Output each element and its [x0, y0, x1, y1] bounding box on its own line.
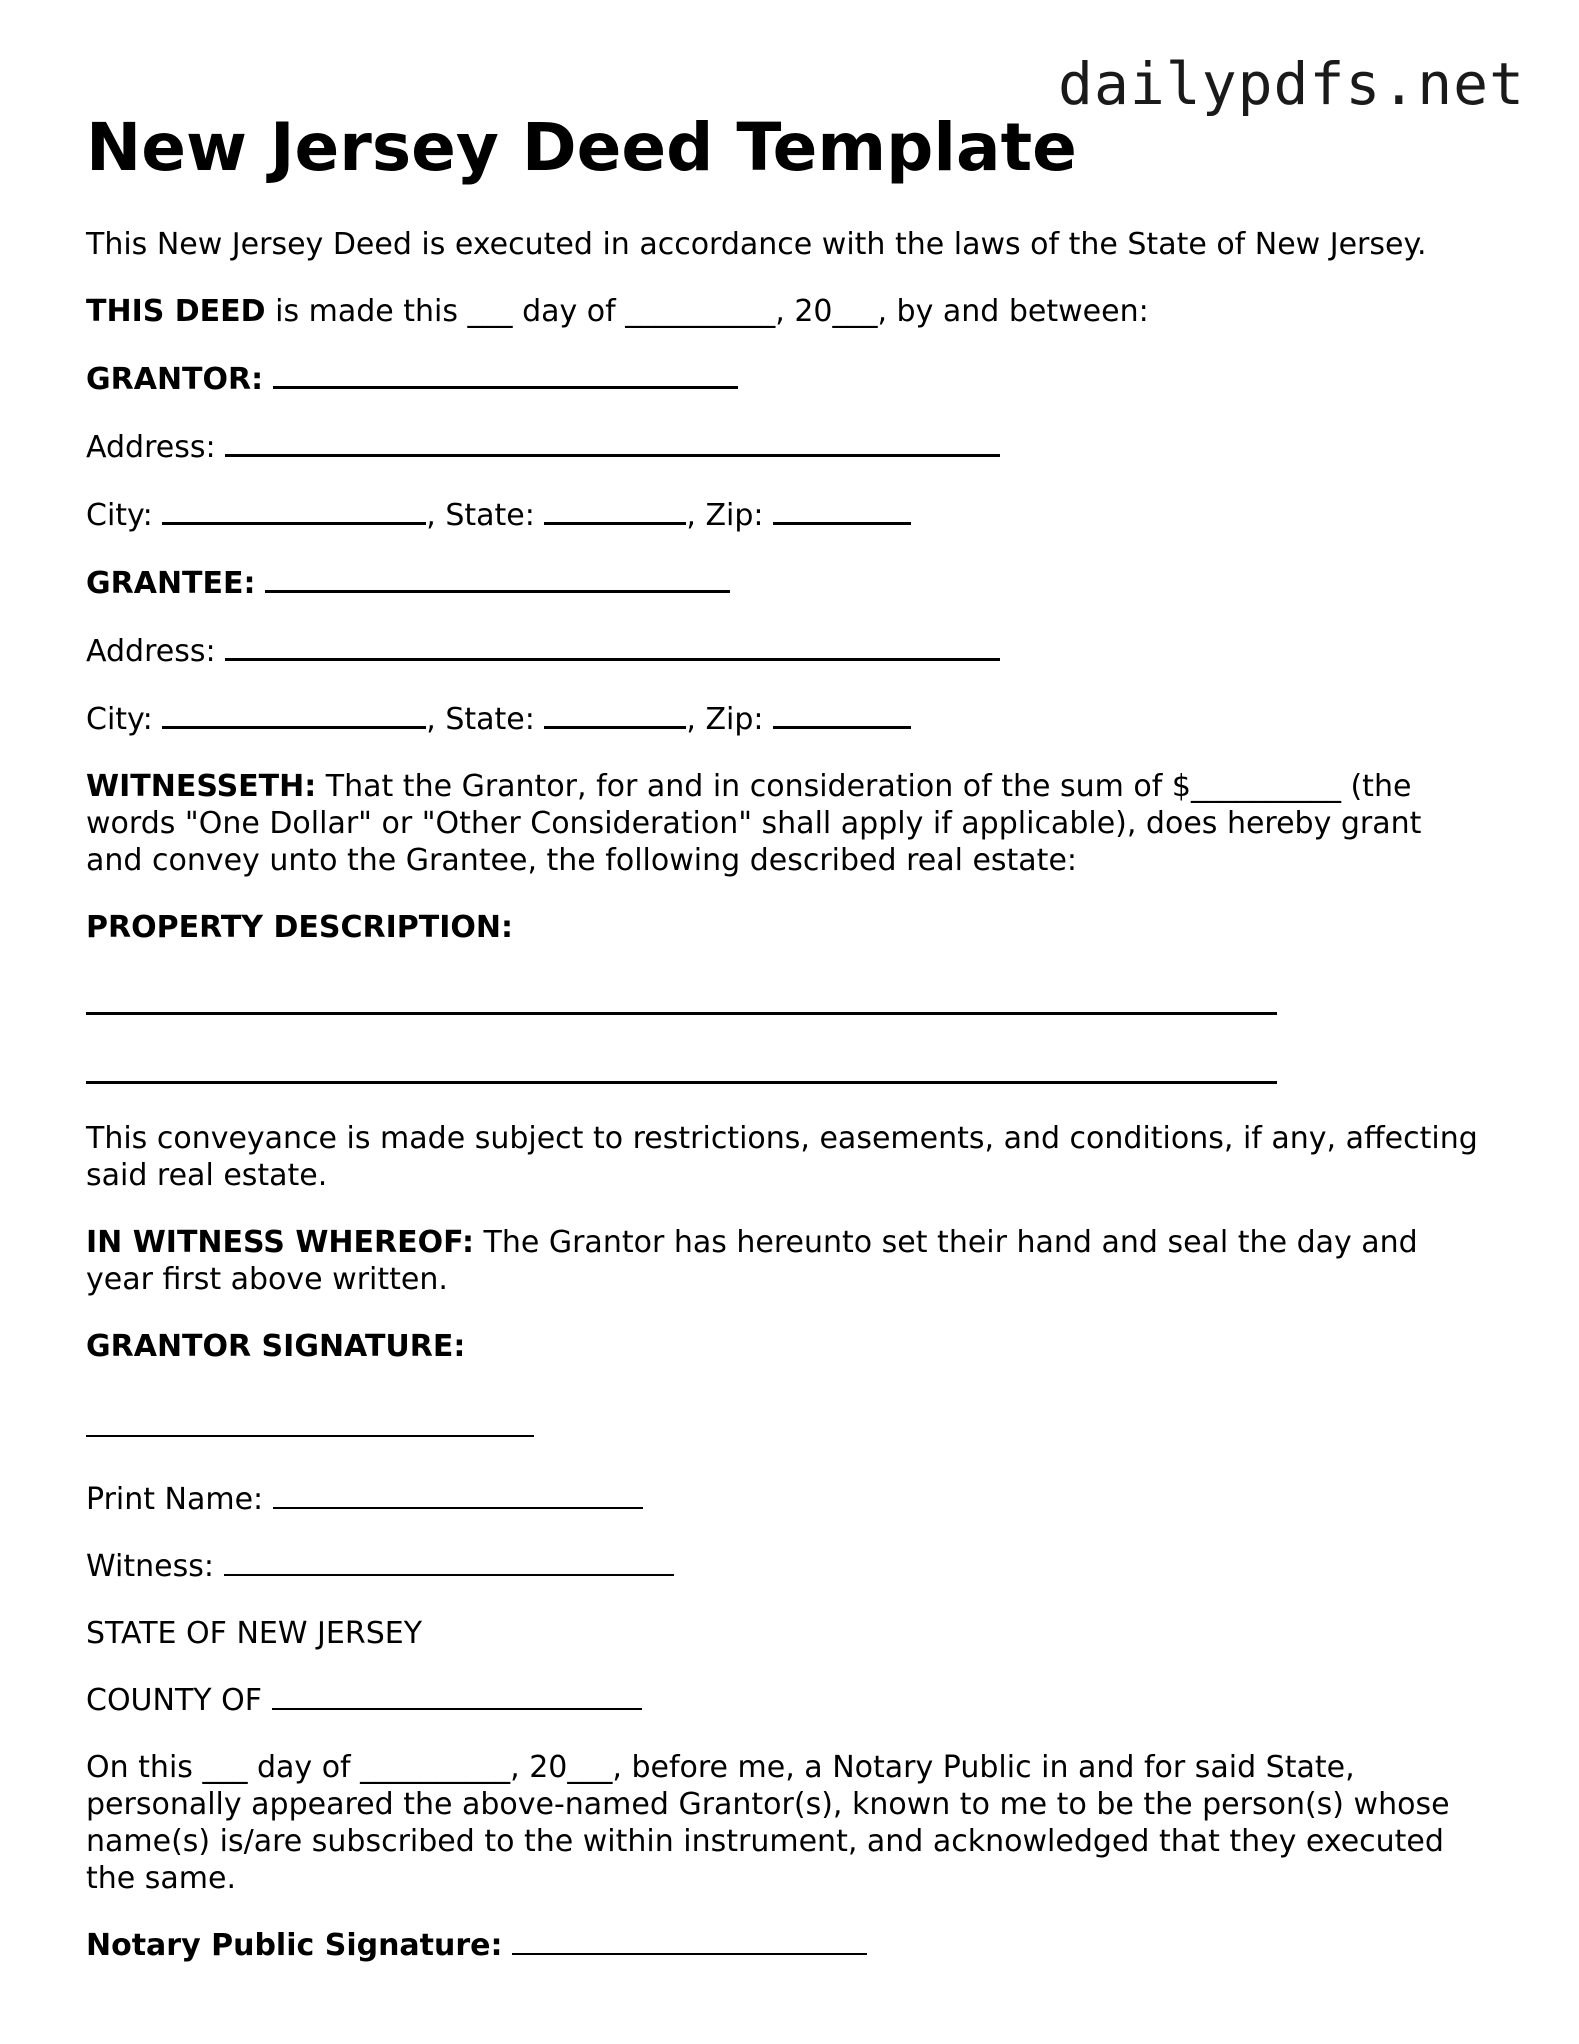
notary-signature-field[interactable] — [512, 1927, 867, 1955]
grantee-zip-field[interactable] — [773, 700, 911, 729]
grantor-signature-field[interactable] — [86, 1435, 534, 1437]
grantee-name-field[interactable] — [265, 564, 730, 593]
grantor-state-field[interactable] — [544, 496, 686, 525]
grantee-state-field[interactable] — [544, 700, 686, 729]
print-name-field[interactable] — [273, 1481, 643, 1509]
property-description-label: PROPERTY DESCRIPTION: — [86, 910, 513, 945]
grantor-state-label: , State: — [426, 498, 535, 533]
print-name-label: Print Name: — [86, 1482, 264, 1517]
grantor-address-field[interactable] — [225, 428, 1000, 457]
grantor-label: GRANTOR: — [86, 362, 264, 397]
in-witness-text: The Grantor has hereunto set their hand and seal the day and year first above written. — [86, 1225, 1418, 1297]
grantee-address-field[interactable] — [225, 632, 1000, 661]
grantor-name-field[interactable] — [273, 360, 738, 389]
county-of-label: COUNTY OF — [86, 1683, 263, 1718]
grantee-city-field[interactable] — [162, 700, 426, 729]
grantor-zip-label: , Zip: — [686, 498, 764, 533]
property-description-line-1[interactable] — [86, 1012, 1277, 1015]
document-page — [86, 108, 1486, 1994]
grantor-line — [86, 360, 1486, 398]
grantee-city-line — [86, 700, 1486, 738]
watermark: dailypdfs.net — [1058, 50, 1525, 118]
witness-label: Witness: — [86, 1549, 214, 1584]
witnesseth-label: WITNESSETH: — [86, 769, 317, 804]
notary-signature-line — [86, 1927, 1486, 1964]
deed-date-line — [86, 293, 1486, 330]
grantee-address-label: Address: — [86, 634, 216, 669]
grantee-city-label: City: — [86, 702, 153, 737]
deed-date-text: is made this ___ day of __________, 20___, by and between: — [265, 294, 1149, 329]
grantor-signature-label: GRANTOR SIGNATURE: — [86, 1329, 466, 1364]
grantee-address-line — [86, 632, 1486, 670]
grantor-zip-field[interactable] — [773, 496, 911, 525]
in-witness-paragraph — [86, 1224, 1486, 1298]
notary-signature-label: Notary Public Signature: — [86, 1928, 503, 1963]
grantee-state-label: , State: — [426, 702, 535, 737]
witness-field[interactable] — [224, 1548, 674, 1576]
witnesseth-paragraph — [86, 768, 1486, 879]
print-name-line — [86, 1481, 1486, 1518]
grantor-city-line — [86, 496, 1486, 534]
grantor-address-line — [86, 428, 1486, 466]
county-of-line — [86, 1682, 1486, 1719]
grantor-city-field[interactable] — [162, 496, 426, 525]
witnesseth-text: That the Grantor, for and in consideration of the sum of $__________ (the words "One Dollar" or "Other Consideration" shall apply if applicable), does hereby grant and convey unto the Grantee, the following described real estate: — [86, 769, 1422, 878]
intro-paragraph: This New Jersey Deed is executed in accordance with the laws of the State of New Jersey. — [86, 227, 1427, 262]
document-title: New Jersey Deed Template — [86, 109, 1077, 186]
grantor-address-label: Address: — [86, 430, 216, 465]
grantee-label: GRANTEE: — [86, 566, 256, 601]
property-description-line-2[interactable] — [86, 1081, 1277, 1084]
witness-line — [86, 1548, 1486, 1585]
grantee-zip-label: , Zip: — [686, 702, 764, 737]
deed-lead: THIS DEED — [86, 294, 266, 329]
grantee-line — [86, 564, 1486, 602]
county-field[interactable] — [272, 1682, 642, 1710]
conveyance-paragraph: This conveyance is made subject to restrictions, easements, and conditions, if any, affecting said real estate. — [86, 1121, 1478, 1193]
grantor-city-label: City: — [86, 498, 153, 533]
state-of-line: STATE OF NEW JERSEY — [86, 1616, 423, 1651]
notary-paragraph: On this ___ day of __________, 20___, before me, a Notary Public in and for said State, personally appeared the above-named Grantor(s), known to me to be the person(s) whose name(s) is/are subscribed to the within instrument, and acknowledged that they executed the same. — [86, 1750, 1450, 1896]
in-witness-label: IN WITNESS WHEREOF: — [86, 1225, 474, 1260]
